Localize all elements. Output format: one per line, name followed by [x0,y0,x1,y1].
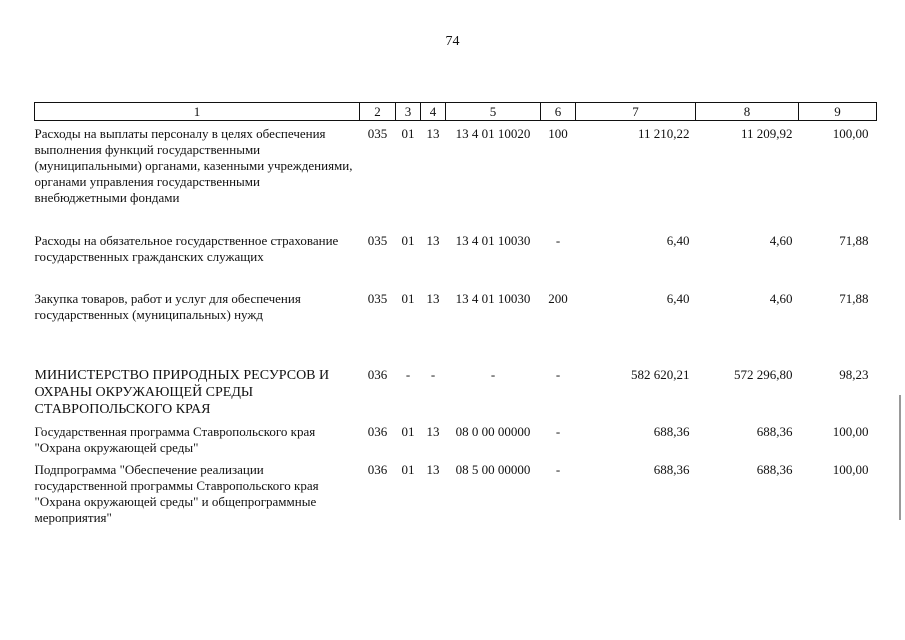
cell-planned: 11 210,22 [637,126,690,141]
cell-subsection: 13 [426,232,440,248]
cell-section: 01 [401,461,415,477]
cell-subsection: 13 [426,423,440,439]
cell-planned: 582 620,21 [631,366,690,382]
column-header: 6 [541,103,576,121]
cell-actual: 688,36 [756,423,793,439]
column-header: 1 [35,103,360,121]
cell-actual: 572 296,80 [734,366,793,382]
column-header: 5 [446,103,541,121]
cell-actual: 688,36 [756,461,793,477]
column-number-header-row [35,103,877,121]
scan-margin-line [899,395,901,520]
column-header: 7 [576,103,696,121]
cell-ministry-code: 036 [367,366,388,382]
row-name: Закупка товаров, работ и услуг для обеспечения государственных (муниципальных) нужд [34,290,301,322]
cell-expense-type: - [555,461,561,477]
budget-table [34,102,877,532]
cell-actual: 4,60 [769,232,793,248]
cell-percent: 100,00 [832,126,869,141]
cell-percent: 98,23 [839,366,869,382]
cell-subsection: 13 [426,126,440,141]
cell-target-article: 13 4 01 10030 [455,232,531,248]
column-header: 9 [799,103,877,121]
cell-expense-type: - [555,423,561,439]
cell-planned: 688,36 [653,461,690,477]
cell-percent: 71,88 [839,232,869,248]
cell-target-article: 08 0 00 00000 [455,423,531,439]
row-name: Подпрограмма "Обеспечение реализации государственной программы Ставропольского края "Охрана окружающей среды" и общепрограммные мероприятия" [34,461,319,525]
cell-percent: 100,00 [832,461,869,477]
cell-section: 01 [401,126,415,141]
cell-section: 01 [401,290,415,306]
cell-subsection: - [430,366,436,382]
column-header: 8 [696,103,799,121]
table-row [35,121,877,233]
cell-planned: 6,40 [666,232,690,248]
table-row [35,367,877,424]
cell-ministry-code: 035 [367,232,388,248]
table-row [35,291,877,367]
cell-subsection: 13 [426,290,440,306]
table-row [35,462,877,532]
cell-target-article: 08 5 00 00000 [455,461,531,477]
cell-target-article: - [490,366,496,382]
cell-expense-type: - [555,366,561,382]
cell-percent: 100,00 [832,423,869,439]
row-name: Расходы на обязательное государственное страхование государственных гражданских служащих [34,232,339,264]
cell-section: 01 [401,232,415,248]
table-row [35,233,877,291]
table-row [35,424,877,462]
cell-expense-type: 200 [548,290,568,306]
page-number: 74 [445,34,460,49]
column-header: 3 [396,103,421,121]
cell-ministry-code: 035 [367,290,388,306]
cell-target-article: 13 4 01 10020 [455,126,531,141]
cell-section: 01 [401,423,415,439]
cell-actual: 4,60 [769,290,793,306]
column-header: 4 [421,103,446,121]
cell-actual: 11 209,92 [740,126,793,141]
cell-planned: 6,40 [666,290,690,306]
row-name: Государственная программа Ставропольского края "Охрана окружающей среды" [34,423,316,455]
cell-expense-type: - [555,232,561,248]
cell-ministry-code: 036 [367,461,388,477]
cell-section: - [405,366,411,382]
cell-target-article: 13 4 01 10030 [455,290,531,306]
cell-subsection: 13 [426,461,440,477]
row-name: Расходы на выплаты персоналу в целях обеспечения выполнения функций государственными (муниципальными) органами, казенными учреждениями, органами управления государственными внебюджетными фондами [34,126,353,205]
cell-planned: 688,36 [653,423,690,439]
cell-expense-type: 100 [548,126,568,141]
cell-ministry-code: 036 [367,423,388,439]
column-header: 2 [360,103,396,121]
cell-percent: 71,88 [839,290,869,306]
row-name: МИНИСТЕРСТВО ПРИРОДНЫХ РЕСУРСОВ И ОХРАНЫ ОКРУЖАЮЩЕЙ СРЕДЫ СТАВРОПОЛЬСКОГО КРАЯ [34,367,330,417]
cell-ministry-code: 035 [367,126,388,141]
